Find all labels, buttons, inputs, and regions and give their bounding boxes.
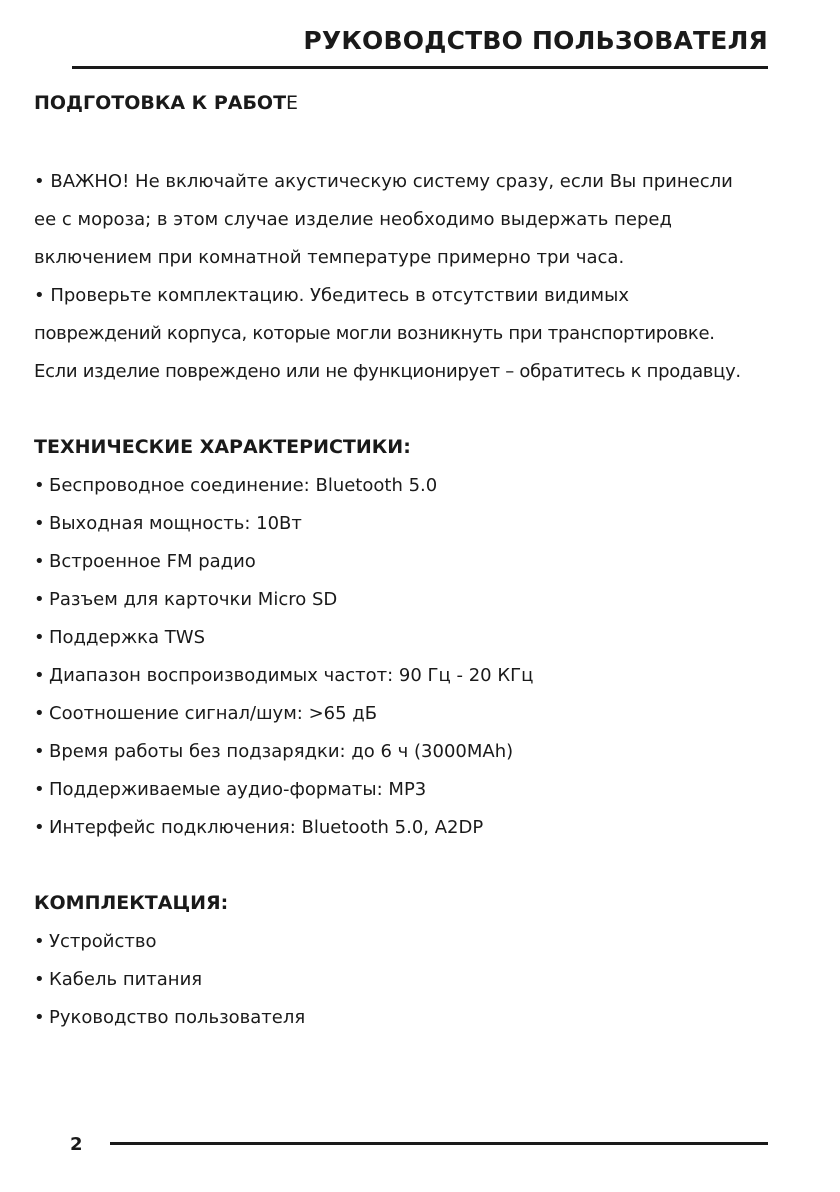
package-item-text: Устройство <box>49 931 157 952</box>
spec-item: • Диапазон воспроизводимых частот: 90 Гц - 20 КГц <box>34 665 534 686</box>
package-heading: КОМПЛЕКТАЦИЯ: <box>34 892 229 914</box>
package-item: • Устройство <box>34 931 157 952</box>
spec-item: • Поддержка TWS <box>34 627 205 648</box>
package-item: • Кабель питания <box>34 969 203 990</box>
preparation-heading-main: ПОДГОТОВКА К РАБОТ <box>34 92 287 114</box>
preparation-line: повреждений корпуса, которые могли возникнуть при транспортировке. <box>34 323 715 344</box>
preparation-line: Если изделие повреждено или не функционирует – обратитесь к продавцу. <box>34 361 741 382</box>
spec-item: • Выходная мощность: 10Вт <box>34 513 302 534</box>
spec-item: • Беспроводное соединение: Bluetooth 5.0 <box>34 475 438 496</box>
page-header-title: РУКОВОДСТВО ПОЛЬЗОВАТЕЛЯ <box>303 26 768 55</box>
preparation-line: ее с мороза; в этом случае изделие необходимо выдержать перед <box>34 209 672 230</box>
header-rule <box>72 66 768 69</box>
preparation-line: • ВАЖНО! Не включайте акустическую систему сразу, если Вы принесли <box>34 171 733 192</box>
spec-item-text: Выходная мощность: 10Вт <box>49 513 302 534</box>
spec-item-text: Соотношение сигнал/шум: >65 дБ <box>49 703 378 724</box>
package-item-text: Кабель питания <box>49 969 203 990</box>
package-item-text: Руководство пользователя <box>49 1007 306 1028</box>
spec-item: • Интерфейс подключения: Bluetooth 5.0, A2DP <box>34 817 484 838</box>
package-item: • Руководство пользователя <box>34 1007 306 1028</box>
spec-item: • Поддерживаемые аудио-форматы: MP3 <box>34 779 427 800</box>
preparation-heading-tail: Е <box>286 92 299 114</box>
spec-item: • Соотношение сигнал/шум: >65 дБ <box>34 703 378 724</box>
preparation-line: включением при комнатной температуре примерно три часа. <box>34 247 625 268</box>
spec-item-text: Встроенное FM радио <box>49 551 256 572</box>
spec-item-text: Диапазон воспроизводимых частот: 90 Гц - 20 КГц <box>49 665 534 686</box>
spec-item: • Разъем для карточки Micro SD <box>34 589 338 610</box>
spec-item-text: Интерфейс подключения: Bluetooth 5.0, A2DP <box>49 817 484 838</box>
footer-rule <box>110 1142 768 1145</box>
preparation-line: • Проверьте комплектацию. Убедитесь в отсутствии видимых <box>34 285 629 306</box>
spec-item: • Время работы без подзарядки: до 6 ч (3000МАh) <box>34 741 514 762</box>
spec-item-text: Поддерживаемые аудио-форматы: MP3 <box>49 779 427 800</box>
spec-item-text: Поддержка TWS <box>49 627 205 648</box>
spec-item: • Встроенное FM радио <box>34 551 256 572</box>
page-number: 2 <box>70 1134 83 1155</box>
spec-item-text: Разъем для карточки Micro SD <box>49 589 338 610</box>
preparation-heading <box>34 92 298 114</box>
spec-item-text: Беспроводное соединение: Bluetooth 5.0 <box>49 475 438 496</box>
specs-heading: ТЕХНИЧЕСКИЕ ХАРАКТЕРИСТИКИ: <box>34 436 411 458</box>
spec-item-text: Время работы без подзарядки: до 6 ч (3000МАh) <box>49 741 514 762</box>
